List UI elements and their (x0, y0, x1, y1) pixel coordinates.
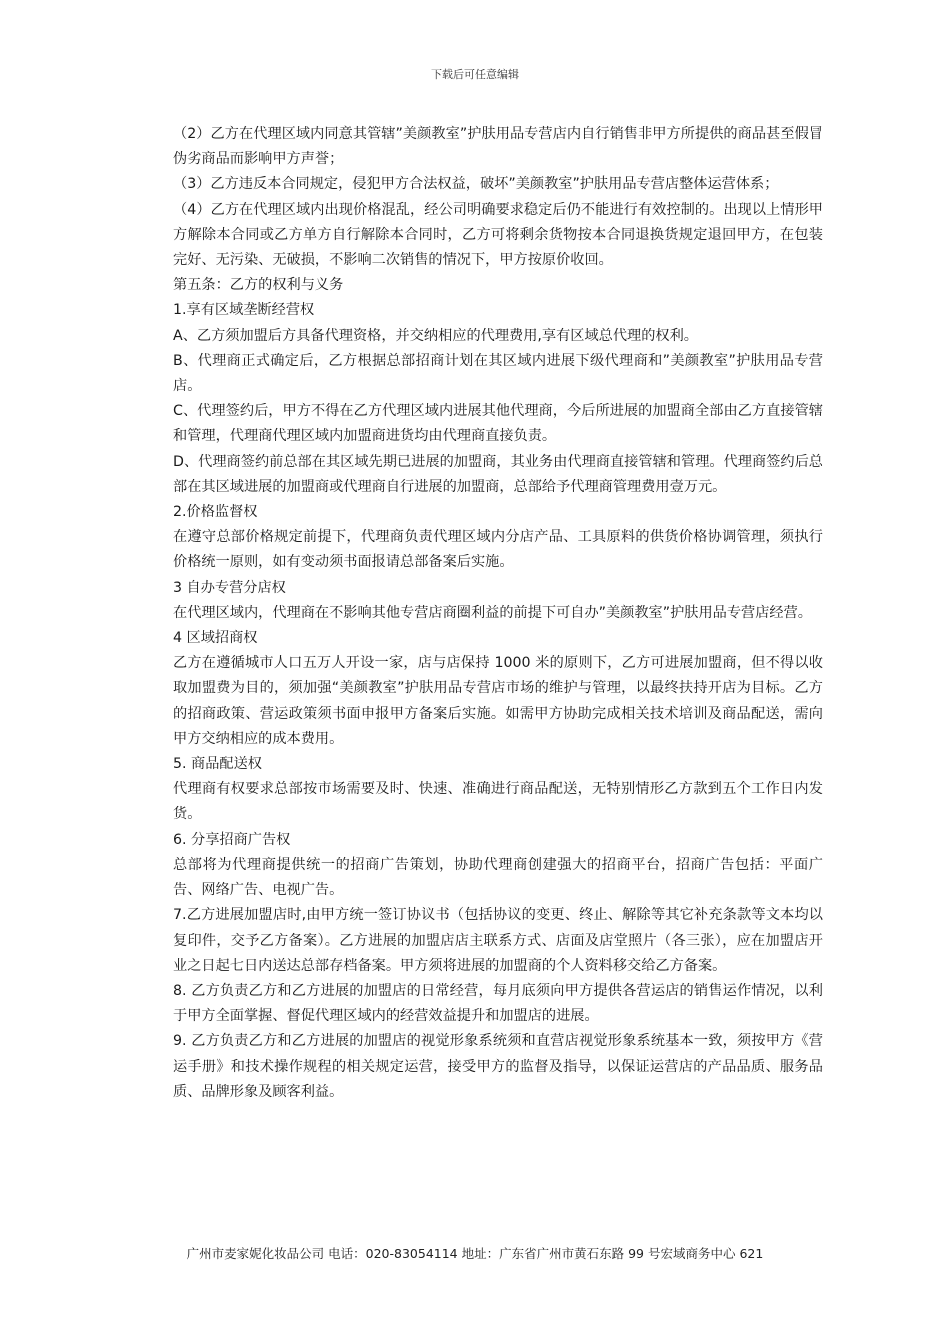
paragraph: 9. 乙方负责乙方和乙方进展的加盟店的视觉形象系统须和直营店视觉形象系统基本一致，须按甲方《营运手册》和技术操作规程的相关规定运营，接受甲方的监督及指导，以保证运营店的产品品质、服务品质、品牌形象及顾客利益。 (173, 1033, 823, 1100)
subsection-heading: 3 自办专营分店权 (173, 579, 286, 596)
document-body (173, 122, 823, 1105)
subsection-heading: 1.享有区域垄断经营权 (173, 302, 315, 319)
paragraph: 代理商有权要求总部按市场需要及时、快速、准确进行商品配送，无特别情形乙方款到五个工作日内发货。 (173, 781, 823, 823)
paragraph: 在代理区域内，代理商在不影响其他专营店商圈利益的前提下可自办”美颜教室”护肤用品专营店经营。 (173, 604, 812, 621)
subsection-heading: 4 区域招商权 (173, 630, 258, 647)
paragraph: 在遵守总部价格规定前提下，代理商负责代理区域内分店产品、工具原料的供货价格协调管理，须执行价格统一原则，如有变动须书面报请总部备案后实施。 (173, 529, 823, 571)
subsection-heading: 2.价格监督权 (173, 504, 258, 521)
page-header: 下载后可任意编辑 (431, 68, 519, 81)
paragraph: B、代理商正式确定后，乙方根据总部招商计划在其区域内进展下级代理商和”美颜教室”护肤用品专营店。 (173, 352, 823, 395)
section-heading: 第五条：乙方的权利与义务 (173, 277, 344, 294)
paragraph: C、代理签约后，甲方不得在乙方代理区域内进展其他代理商，今后所进展的加盟商全部由乙方直接管辖和管理，代理商代理区域内加盟商进货均由代理商直接负责。 (173, 403, 823, 445)
paragraph: D、代理商签约前总部在其区域先期已进展的加盟商，其业务由代理商直接管辖和管理。代理商签约后总部在其区域进展的加盟商或代理商自行进展的加盟商，总部给予代理商管理费用壹万元。 (173, 453, 823, 495)
paragraph: （4）乙方在代理区域内出现价格混乱，经公司明确要求稳定后仍不能进行有效控制的。出现以上情形甲方解除本合同或乙方单方自行解除本合同时，乙方可将剩余货物按本合同退换货规定退回甲方，在包装完好、无污染、无破损，不影响二次销售的情况下，甲方按原价收回。 (173, 201, 823, 269)
paragraph: 8. 乙方负责乙方和乙方进展的加盟店的日常经营，每月底须向甲方提供各营运店的销售运作情况，以利于甲方全面掌握、督促代理区域内的经营效益提升和加盟店的进展。 (173, 982, 823, 1025)
subsection-heading: 5. 商品配送权 (173, 756, 262, 773)
paragraph: A、乙方须加盟后方具备代理资格，并交纳相应的代理费用,享有区域总代理的权利。 (173, 327, 698, 344)
subsection-heading: 6. 分享招商广告权 (173, 831, 291, 848)
paragraph: 总部将为代理商提供统一的招商广告策划，协助代理商创建强大的招商平台，招商广告包括：平面广告、网络广告、电视广告。 (173, 856, 823, 899)
paragraph: 乙方在遵循城市人口五万人开设一家，店与店保持 1000 米的原则下，乙方可进展加盟商，但不得以收取加盟费为目的，须加强“美颜教室”护肤用品专营店市场的维护与管理，以最终扶持开店为目标。乙方的招商政策、营运政策须书面申报甲方备案后实施。如需甲方协助完成相关技术培训及商品配送，需向甲方交纳相应的成本费用。 (173, 655, 823, 747)
paragraph: （3）乙方违反本合同规定，侵犯甲方合法权益，破坏”美颜教室”护肤用品专营店整体运营体系； (173, 176, 779, 193)
paragraph: （2）乙方在代理区域内同意其管辖”美颜教室”护肤用品专营店内自行销售非甲方所提供的商品甚至假冒伪劣商品而影响甲方声誉； (173, 126, 823, 168)
page-footer: 广州市麦家妮化妆品公司 电话：020-83054114 地址：广东省广州市黄石东路 99 号宏域商务中心 621 (186, 1246, 764, 1261)
paragraph: 7.乙方进展加盟店时,由甲方统一签订协议书（包括协议的变更、终止、解除等其它补充条款等文本均以复印件，交予乙方备案）。乙方进展的加盟店店主联系方式、店面及店堂照片（各三张），应在加盟店开业之日起七日内送达总部存档备案。甲方须将进展的加盟商的个人资料移交给乙方备案。 (173, 907, 823, 974)
